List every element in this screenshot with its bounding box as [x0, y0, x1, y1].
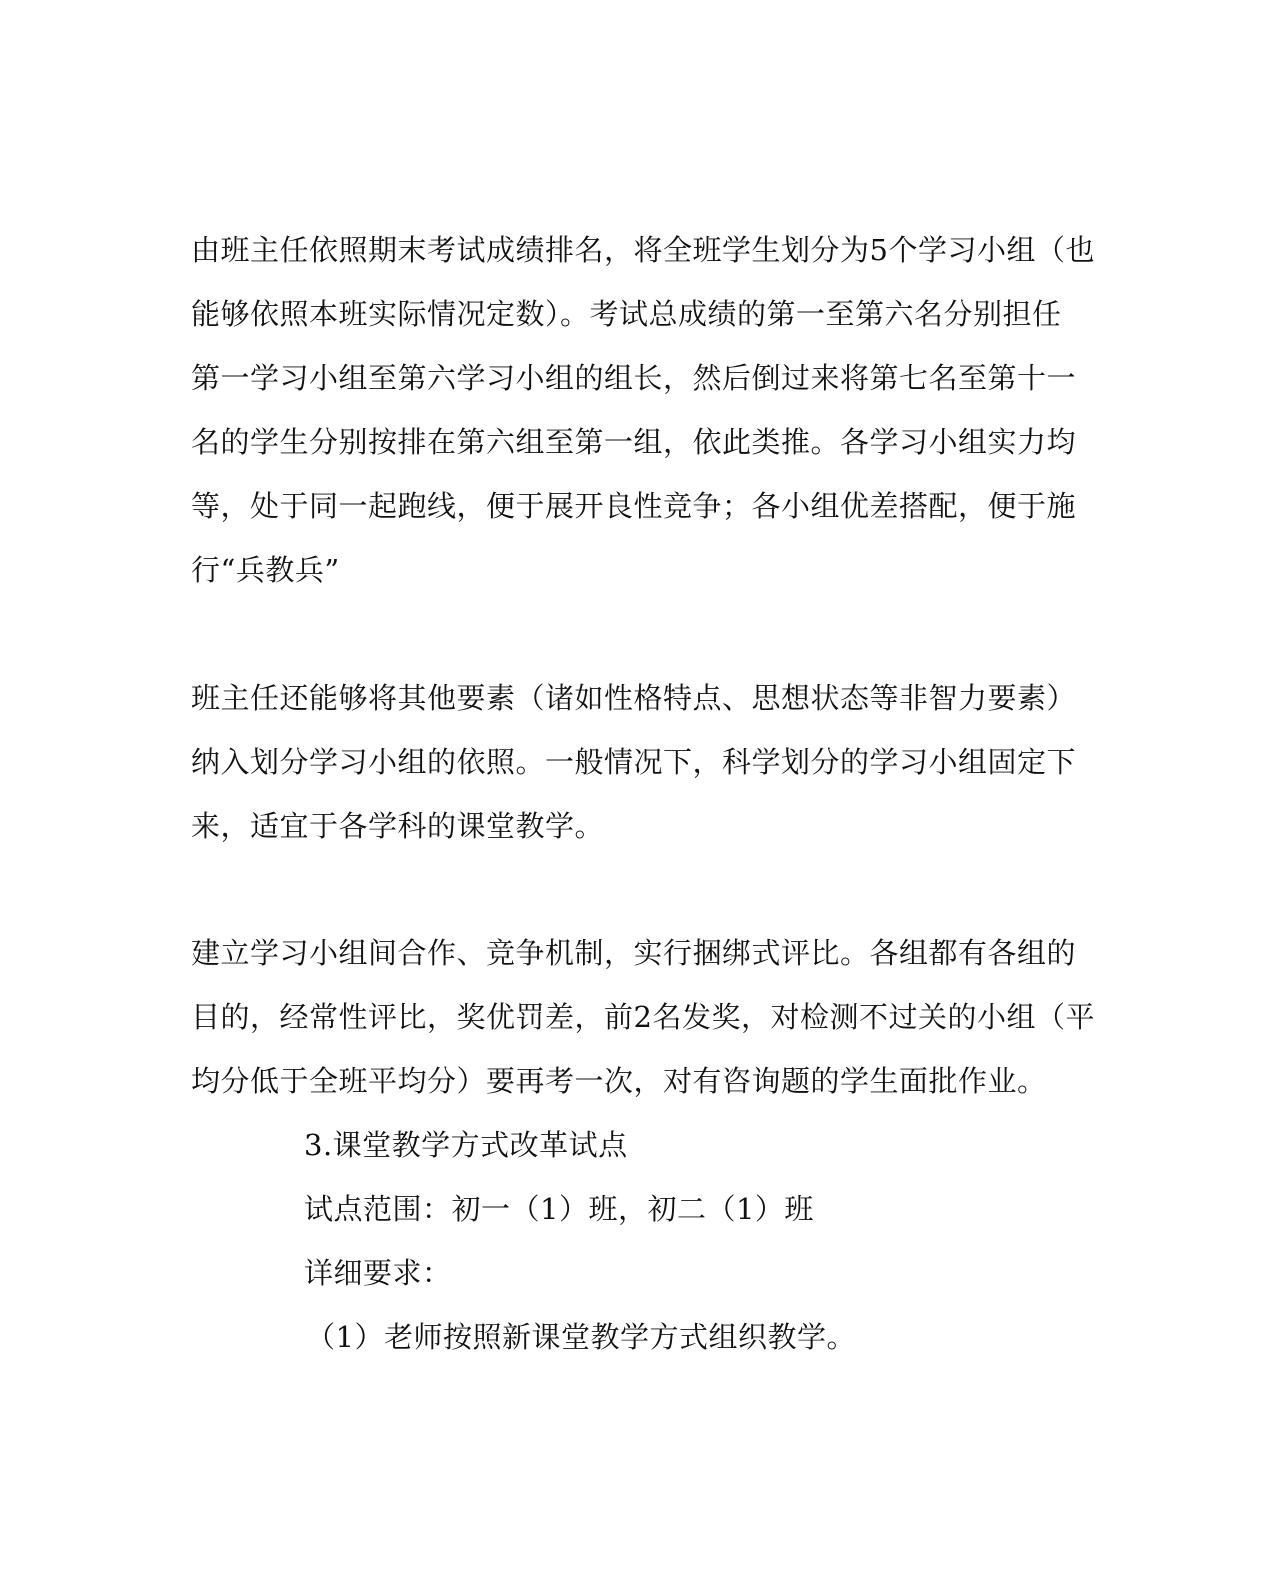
paragraph-3-line-1: 建立学习小组间合作、竞争机制，实行捆绑式评比。各组都有各组的 — [191, 936, 1077, 970]
requirements-label: 详细要求： — [304, 1256, 452, 1290]
requirement-item-1: （1）老师按照新课堂教学方式组织教学。 — [306, 1320, 856, 1354]
paragraph-2-line-1: 班主任还能够将其他要素（诸如性格特点、思想状态等非智力要素） — [191, 681, 1077, 715]
pilot-scope: 试点范围：初一（1）班，初二（1）班 — [304, 1192, 814, 1226]
paragraph-2-line-3: 来，适宜于各学科的课堂教学。 — [191, 809, 605, 843]
paragraph-3-line-3: 均分低于全班平均分）要再考一次，对有咨询题的学生面批作业。 — [191, 1064, 1047, 1098]
paragraph-1-line-3: 第一学习小组至第六学习小组的组长，然后倒过来将第七名至第十一 — [191, 361, 1077, 395]
paragraph-3-line-2: 目的，经常性评比，奖优罚差，前2名发奖，对检测不过关的小组（平 — [191, 1000, 1095, 1034]
paragraph-1-line-1: 由班主任依照期末考试成绩排名，将全班学生划分为5个学习小组（也 — [191, 233, 1095, 267]
paragraph-1-line-4: 名的学生分别按排在第六组至第一组，依此类推。各学习小组实力均 — [191, 425, 1077, 459]
paragraph-1-line-6: 行“兵教兵” — [191, 553, 340, 587]
paragraph-2-line-2: 纳入划分学习小组的依照。一般情况下，科学划分的学习小组固定下 — [191, 745, 1077, 779]
paragraph-1-line-2: 能够依照本班实际情况定数）。考试总成绩的第一至第六名分别担任 — [191, 297, 1062, 331]
section-heading: 3.课堂教学方式改革试点 — [304, 1128, 628, 1162]
paragraph-1-line-5: 等，处于同一起跑线，便于展开良性竞争；各小组优差搭配，便于施 — [191, 489, 1077, 523]
